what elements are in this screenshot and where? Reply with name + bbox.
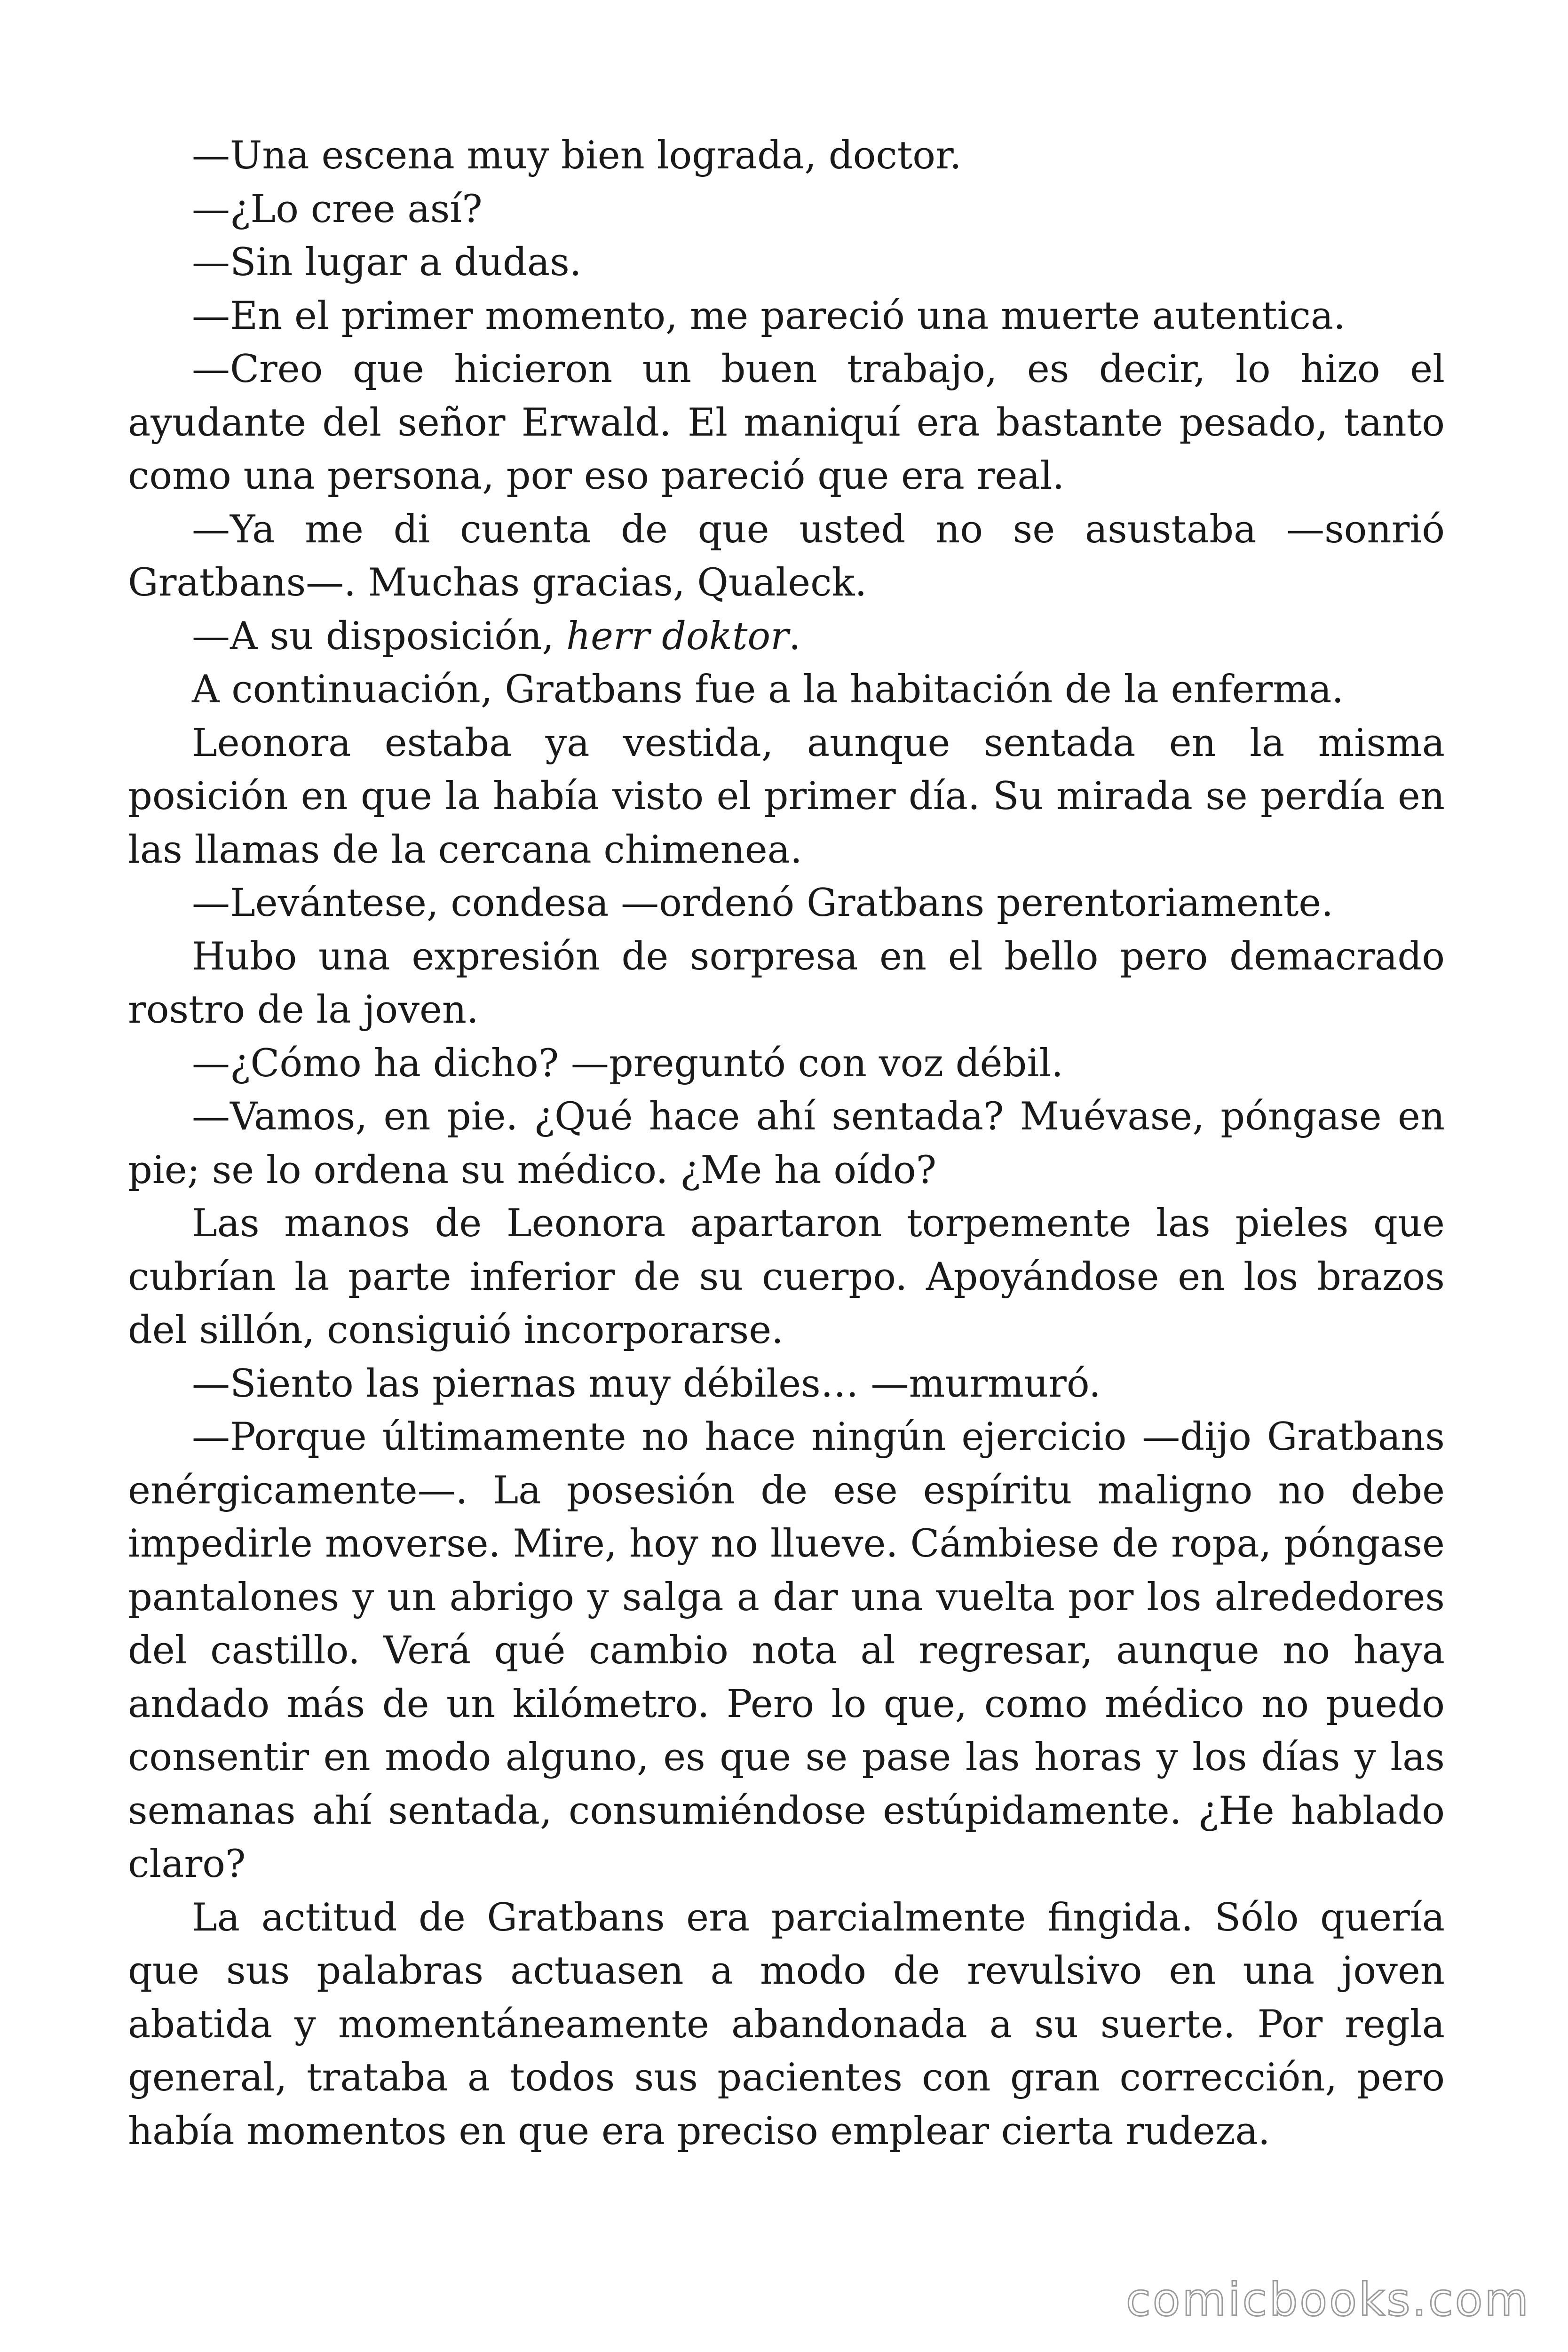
paragraph: —Levántese, condesa —ordenó Gratbans perentoriamente.	[192, 881, 1333, 925]
paragraph: —Sin lugar a dudas.	[192, 240, 582, 285]
paragraph: —A su disposición, herr doktor.	[192, 614, 801, 659]
paragraph: —¿Cómo ha dicho? —preguntó con voz débil.	[192, 1041, 1063, 1086]
paragraph: Leonora estaba ya vestida, aunque sentada en la misma posición en que la había visto el primer día. Su mirada se perdía en las llamas de la cercana chimenea.	[128, 721, 1445, 872]
paragraph: Hubo una expresión de sorpresa en el bello pero demacrado rostro de la joven.	[128, 934, 1445, 1032]
paragraph: —Creo que hicieron un buen trabajo, es decir, lo hizo el ayudante del señor Erwald. El maniquí era bastante pesado, tanto como una persona, por eso pareció que era real.	[128, 347, 1445, 498]
paragraph: Las manos de Leonora apartaron torpemente las pieles que cubrían la parte inferior de su cuerpo. Apoyándose en los brazos del sillón, consiguió incorporarse.	[128, 1201, 1445, 1352]
paragraph: A continuación, Gratbans fue a la habitación de la enferma.	[192, 667, 1344, 712]
paragraph: —Porque últimamente no hace ningún ejercicio —dijo Gratbans enérgicamente—. La posesión de ese espíritu maligno no debe impedirle moverse. Mire, hoy no llueve. Cámbiese de ropa, póngase pantalones y un abrigo y salga a dar una vuelta por los alrededores del castillo. Verá qué cambio nota al regresar, aunque no haya andado más de un kilómetro. Pero lo que, como médico no puedo consentir en modo alguno, es que se pase las horas y los días y las semanas ahí sentada, consumiéndose estúpidamente. ¿He hablado claro?	[128, 1415, 1445, 1886]
paragraph: —En el primer momento, me pareció una muerte autentica.	[192, 294, 1346, 338]
paragraph: La actitud de Gratbans era parcialmente fingida. Sólo quería que sus palabras actuasen a modo de revulsivo en una joven abatida y momentáneamente abandonada a su suerte. Por regla general, trataba a todos sus pacientes con gran corrección, pero había momentos en que era preciso emplear cierta rudeza.	[128, 1895, 1445, 2153]
paragraph: —¿Lo cree así?	[192, 187, 483, 231]
paragraph: —Una escena muy bien lograda, doctor.	[192, 134, 962, 178]
paragraph: —Ya me di cuenta de que usted no se asustaba —sonrió Gratbans—. Muchas gracias, Qualeck.	[128, 507, 1445, 605]
watermark: comicbooks.com	[1125, 2273, 1530, 2326]
paragraph: —Vamos, en pie. ¿Qué hace ahí sentada? Muévase, póngase en pie; se lo ordena su médico. ¿Me ha oído?	[128, 1095, 1445, 1192]
italic-phrase: herr doktor	[566, 614, 789, 659]
paragraph: —Siento las piernas muy débiles… —murmuró.	[192, 1361, 1101, 1406]
page-body	[128, 129, 1445, 2158]
